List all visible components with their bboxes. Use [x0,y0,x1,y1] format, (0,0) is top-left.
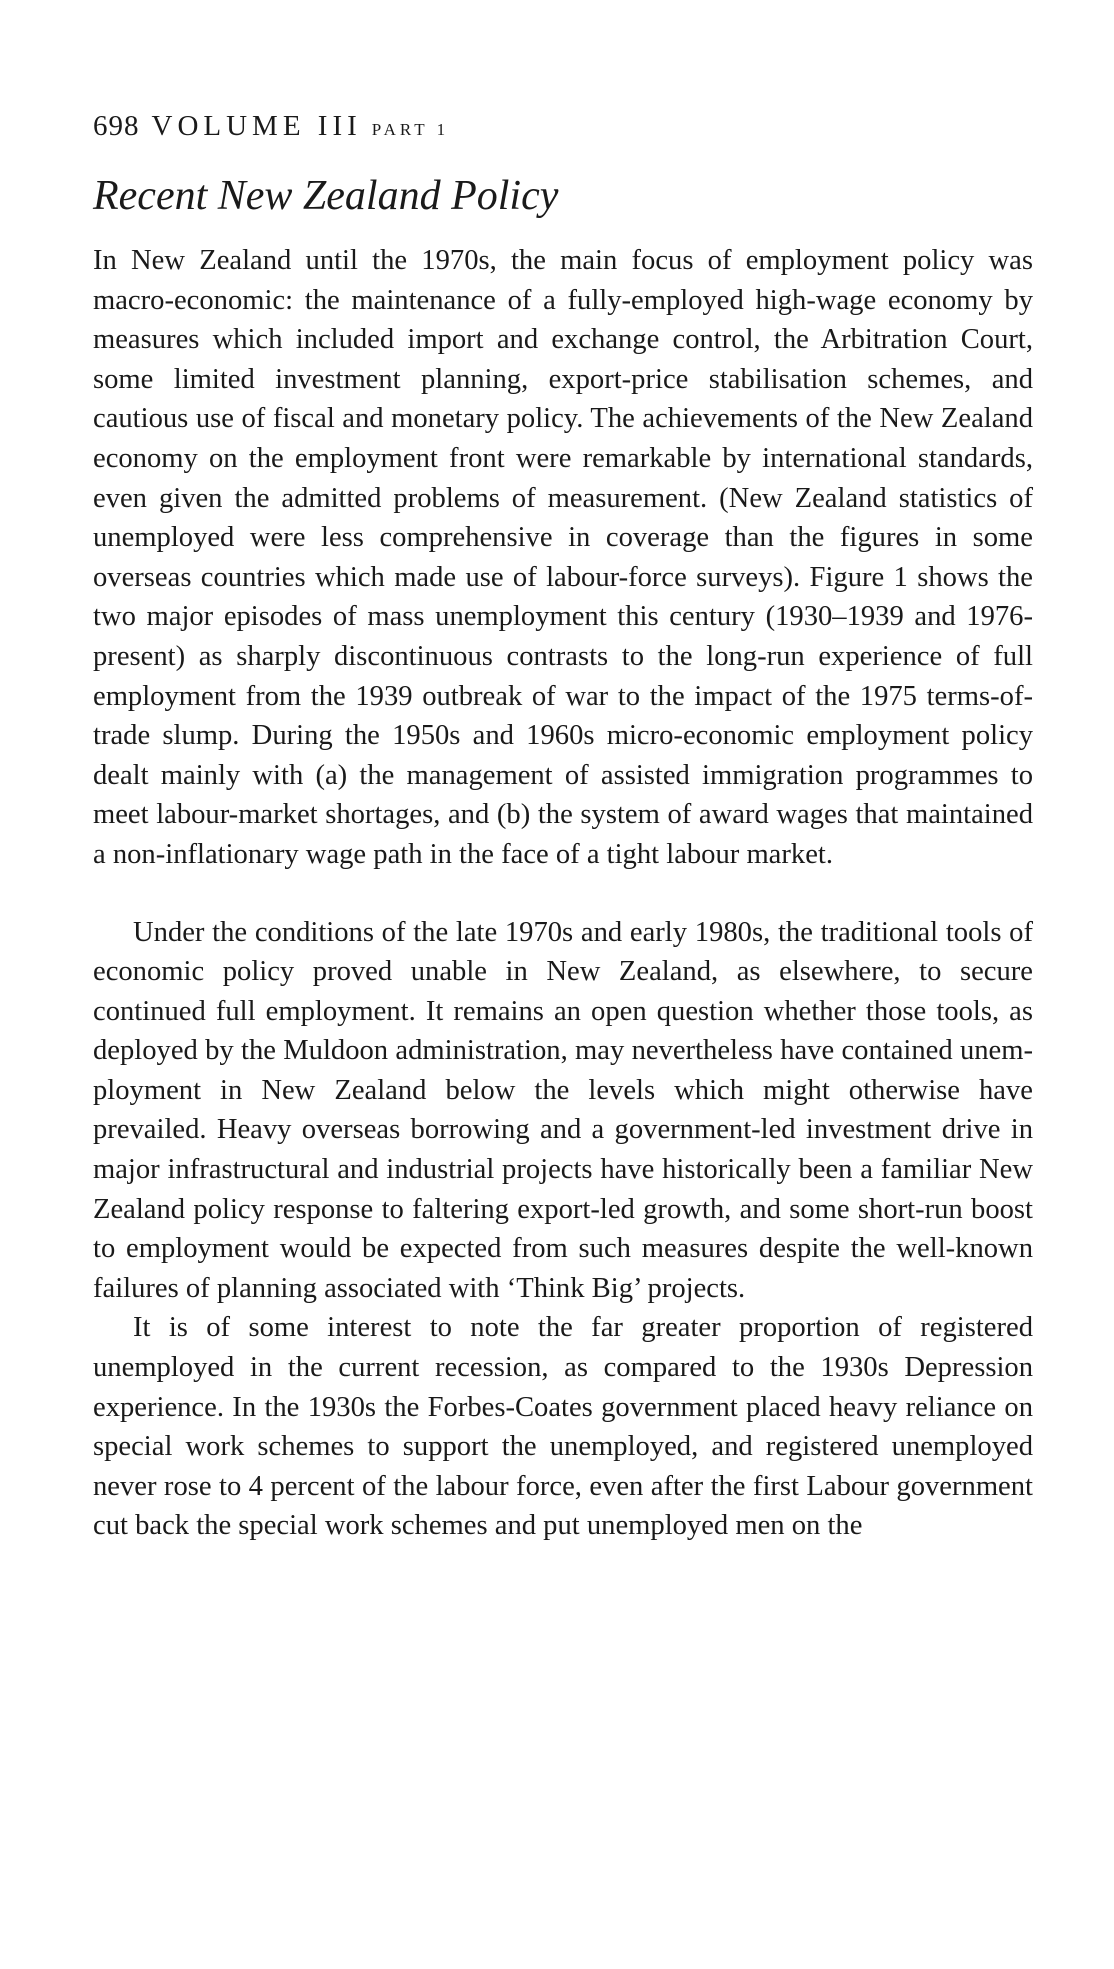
volume-label: VOLUME III [151,110,362,142]
body-text [93,241,1033,1546]
paragraph-3: It is of some interest to note the far greater proportion of registered unemployed in the current recession, as compared to the 1930s Depression experience. In the 1930s the Forbes-Coates government placed heavy reliance on special work schemes to support the unemployed, and registered unemployed never rose to 4 percent of the labour force, even after the first Labour government cut back the special work schemes and put unemployed men on the [93,1312,1033,1542]
page-number: 698 [93,110,140,142]
part-label: PART 1 [371,120,450,139]
paragraph-2: Under the conditions of the late 1970s and early 1980s, the traditional tools of economic policy proved unable in New Zealand, as elsewhere, to secure continued full employment. It remains an open question whether those tools, as deployed by the Muldoon administration, may nevertheless have contained unemployment in New Zealand below the levels which might otherwise have prevailed. Heavy overseas borrowing and a government-led investment drive in major infrastructural and industrial projects have historically been a familiar New Zealand policy response to faltering export-led growth, and some short-run boost to employment would be expected from such measures despite the well-known failures of planning associated with ‘Think Big’ projects. [93,916,1033,1304]
paragraph-1: In New Zealand until the 1970s, the main focus of employment policy was macro-economic: the maintenance of a fully-employed high-wage economy by measures which included import and exchange control, the Arbitration Court, some limited investment planning, export-price stabilisation schemes, and cautious use of fiscal and monetary policy. The achievements of the New Zealand economy on the employment front were remarkable by international standards, even given the admitted problems of measurement. (New Zealand statistics of unemployed were less comprehensive in coverage than the figures in some overseas countries which made use of labour-force surveys). Figure 1 shows the two major episodes of mass unemployment this century (1930–1939 and 1976-present) as sharply discontinuous contrasts to the long-run experience of full employment from the 1939 outbreak of war to the impact of the 1975 terms-of-trade slump. During the 1950s and 1960s micro-economic employment policy dealt mainly with (a) the management of assisted immigration programmes to meet labour-market shortages, and (b) the system of award wages that maintained a non-inflationary wage path in the face of a tight labour market. [93,245,1033,870]
running-head [93,112,1033,141]
book-page [93,112,1033,1546]
section-title: Recent New Zealand Policy [93,173,559,219]
